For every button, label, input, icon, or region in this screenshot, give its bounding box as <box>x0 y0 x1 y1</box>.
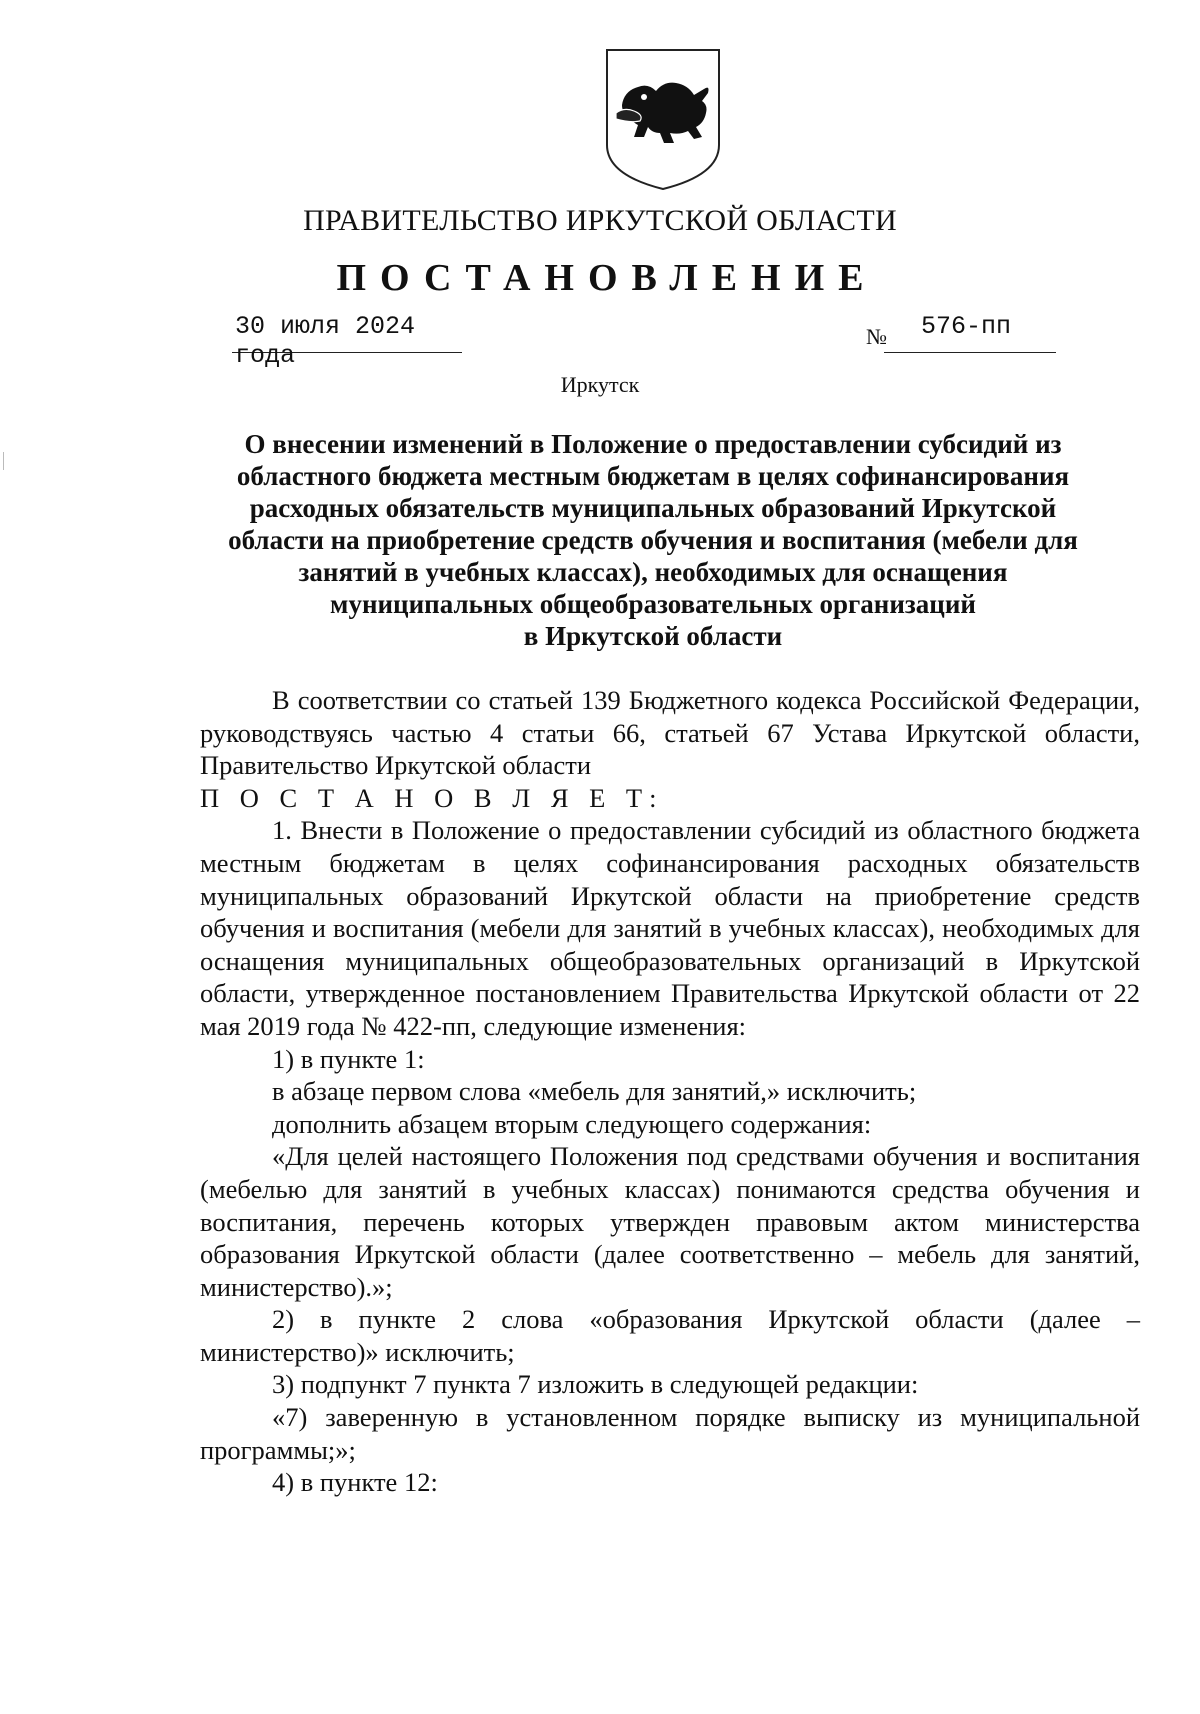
title-line: в Иркутской области <box>523 621 783 651</box>
title-line: О внесении изменений в Положение о предоставлении субсидий из <box>244 429 1062 459</box>
title-line: расходных обязательств муниципальных образований Иркутской <box>249 493 1057 523</box>
body-paragraph: дополнить абзацем вторым следующего содержания: <box>272 1108 872 1139</box>
number-sign: № <box>866 324 887 349</box>
title-line: занятий в учебных классах), необходимых для оснащения <box>298 557 1008 587</box>
title-line: области на приобретение средств обучения и воспитания (мебели для <box>228 525 1078 555</box>
body-paragraph: 2) в пункте 2 слова «образования Иркутской области (далее – министерство)» исключить; <box>200 1304 1140 1367</box>
body-paragraph: 3) подпункт 7 пункта 7 изложить в следующей редакции: <box>272 1369 919 1400</box>
scan-margin-mark <box>3 452 4 470</box>
date-field <box>232 312 462 370</box>
body-paragraph: «Для целей настоящего Положения под средствами обучения и воспитания (мебелью для занятий в учебных классах) понимаются средства обучения и воспитания, перечень которых утвержден правовым актом министерства образования Иркутской области (далее соответственно – мебель для занятий, министерство).»; <box>200 1141 1140 1302</box>
document-number: 576-пп <box>921 312 1012 341</box>
body-paragraph: 1) в пункте 1: <box>272 1043 425 1074</box>
body-paragraph: «7) заверенную в установленном порядке выписку из муниципальной программы;»; <box>200 1402 1140 1465</box>
body-paragraph: 1. Внести в Положение о предоставлении субсидий из областного бюджета местным бюджетам в целях софинансирования расходных обязательств муниципальных образований Иркутской области на приобретение средств обучения и воспитания (мебели для занятий в учебных классах), необходимых для оснащения муниципальных общеобразовательных организаций в Иркутской области, утвержденное постановлением Правительства Иркутской области от 22 мая 2019 года № 422-пп, следующие изменения: <box>200 815 1140 1041</box>
city: Иркутск <box>560 372 640 397</box>
document-body <box>200 684 1140 1499</box>
body-paragraph: 4) в пункте 12: <box>272 1467 438 1498</box>
coat-of-arms-emblem <box>604 47 722 192</box>
document-title <box>198 428 1108 652</box>
document-date: 30 июля 2024 года <box>235 312 416 370</box>
government-name: ПРАВИТЕЛЬСТВО ИРКУТСКОЙ ОБЛАСТИ <box>303 204 897 237</box>
title-line: областного бюджета местным бюджетам в целях софинансирования <box>236 461 1070 491</box>
resolves-heading: П О С Т А Н О В Л Я Е Т: <box>200 782 664 813</box>
number-field <box>884 312 1056 353</box>
preamble-paragraph: В соответствии со статьей 139 Бюджетного кодекса Российской Федерации, руководствуясь частью 4 статьи 66, статьей 67 Устава Иркутской области, Правительство Иркутской области <box>200 685 1140 781</box>
document-type: ПОСТАНОВЛЕНИЕ <box>336 257 878 299</box>
title-line: муниципальных общеобразовательных организаций <box>330 589 976 619</box>
body-paragraph: в абзаце первом слова «мебель для занятий,» исключить; <box>272 1076 917 1107</box>
